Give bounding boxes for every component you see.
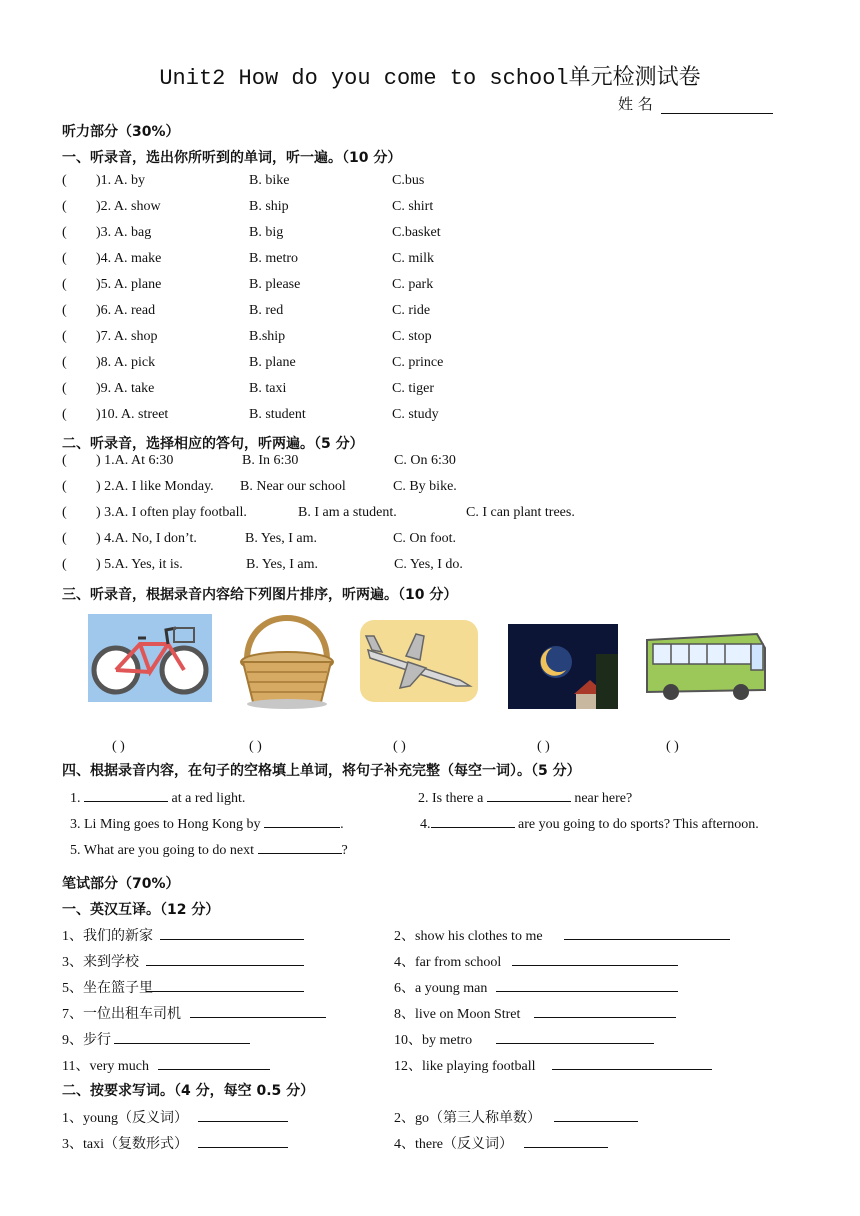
option-a: ) 4.A. No, I don’t. <box>96 531 197 546</box>
option-a: )10. A. street <box>96 407 169 422</box>
fill-sentence-4: 4. are you going to do sports? This afternoon. <box>420 817 759 832</box>
answer-blank[interactable] <box>524 1135 608 1148</box>
translate-item: 5、坐在篮子里 <box>62 981 153 996</box>
written-part1-heading: 一、英汉互译。（12 分） <box>62 902 220 918</box>
fill-blank[interactable] <box>431 815 515 828</box>
answer-paren[interactable]: ( <box>62 557 67 572</box>
option-c: C. milk <box>392 251 435 266</box>
answer-blank[interactable] <box>114 1031 250 1044</box>
translate-item: 11、very much <box>62 1059 149 1074</box>
answer-paren[interactable]: ( <box>62 251 67 266</box>
option-c: C.bus <box>392 173 425 188</box>
option-c: C. shirt <box>392 199 434 214</box>
fill-blank[interactable] <box>258 841 342 854</box>
option-b: B. metro <box>249 251 298 266</box>
option-c: C. park <box>392 277 434 292</box>
answer-paren-5[interactable]: ( ) <box>666 739 679 754</box>
basket-picture <box>237 612 337 710</box>
answer-paren[interactable]: ( <box>62 453 67 468</box>
option-a: )2. A. show <box>96 199 161 214</box>
translate-item: 7、一位出租车司机 <box>62 1007 181 1022</box>
answer-paren-1[interactable]: ( ) <box>112 739 125 754</box>
fill-blank[interactable] <box>84 789 168 802</box>
option-b: B. In 6:30 <box>242 453 299 468</box>
option-b: B. big <box>249 225 284 240</box>
part3-heading: 三、听录音，根据录音内容给下列图片排序，听两遍。（10 分） <box>62 587 458 603</box>
fill-blank[interactable] <box>264 815 340 828</box>
option-b: B. student <box>249 407 306 422</box>
night-picture <box>508 624 618 709</box>
fill-sentence-5: 5. What are you going to do next ? <box>70 843 348 858</box>
option-a: )4. A. make <box>96 251 162 266</box>
option-c: C. prince <box>392 355 444 370</box>
option-a: ) 1.A. At 6:30 <box>96 453 174 468</box>
translate-item: 8、live on Moon Stret <box>394 1007 521 1022</box>
written-heading: 笔试部分（70%） <box>62 876 180 892</box>
answer-blank[interactable] <box>146 979 304 992</box>
answer-blank[interactable] <box>146 953 304 966</box>
translate-item: 10、by metro <box>394 1033 473 1048</box>
listening-heading: 听力部分（30%） <box>62 124 180 140</box>
option-b: B. plane <box>249 355 296 370</box>
answer-blank[interactable] <box>552 1057 712 1070</box>
word-item: 4、there（反义词） <box>394 1137 513 1152</box>
answer-blank[interactable] <box>496 1031 654 1044</box>
option-b: B. Near our school <box>240 479 346 494</box>
answer-paren[interactable]: ( <box>62 407 67 422</box>
answer-blank[interactable] <box>190 1005 326 1018</box>
option-b: B. Yes, I am. <box>245 531 317 546</box>
answer-paren-2[interactable]: ( ) <box>249 739 262 754</box>
bus-picture <box>641 630 769 702</box>
answer-blank[interactable] <box>564 927 730 940</box>
answer-blank[interactable] <box>158 1057 270 1070</box>
option-a: )7. A. shop <box>96 329 158 344</box>
answer-blank[interactable] <box>554 1109 638 1122</box>
word-item: 1、young（反义词） <box>62 1111 188 1126</box>
option-c: C. study <box>392 407 439 422</box>
option-b: B. please <box>249 277 301 292</box>
answer-paren-3[interactable]: ( ) <box>393 739 406 754</box>
option-c: C. tiger <box>392 381 434 396</box>
fill-sentence-1: 1. at a red light. <box>70 791 246 806</box>
answer-paren[interactable]: ( <box>62 225 67 240</box>
option-c: C. stop <box>392 329 432 344</box>
option-c: C. On foot. <box>393 531 456 546</box>
bike-picture <box>88 614 212 702</box>
answer-paren[interactable]: ( <box>62 303 67 318</box>
plane-picture <box>360 620 478 702</box>
option-a: ) 5.A. Yes, it is. <box>96 557 183 572</box>
translate-item: 1、我们的新家 <box>62 929 153 944</box>
answer-blank[interactable] <box>198 1109 288 1122</box>
option-c: C. On 6:30 <box>394 453 456 468</box>
translate-item: 6、a young man <box>394 981 488 996</box>
answer-blank[interactable] <box>496 979 678 992</box>
part1-heading: 一、听录音，选出你所听到的单词，听一遍。（10 分） <box>62 150 402 166</box>
option-c: C. Yes, I do. <box>394 557 463 572</box>
answer-paren[interactable]: ( <box>62 505 67 520</box>
answer-paren[interactable]: ( <box>62 329 67 344</box>
option-a: )3. A. bag <box>96 225 152 240</box>
answer-paren[interactable]: ( <box>62 173 67 188</box>
option-b: B. Yes, I am. <box>246 557 318 572</box>
translate-item: 9、步行 <box>62 1033 111 1048</box>
option-a: )8. A. pick <box>96 355 156 370</box>
name-field[interactable]: 姓 名 <box>618 93 773 114</box>
name-blank[interactable] <box>661 99 773 114</box>
written-part2-heading: 二、按要求写词。（4 分，每空 0.5 分） <box>62 1083 315 1099</box>
answer-blank[interactable] <box>534 1005 676 1018</box>
answer-paren[interactable]: ( <box>62 355 67 370</box>
page-title: Unit2 How do you come to school单元检测试卷 <box>159 65 701 91</box>
option-c: C. I can plant trees. <box>466 505 575 520</box>
option-b: B. bike <box>249 173 290 188</box>
answer-paren-4[interactable]: ( ) <box>537 739 550 754</box>
word-item: 2、go（第三人称单数） <box>394 1111 541 1126</box>
option-b: B.ship <box>249 329 286 344</box>
fill-blank[interactable] <box>487 789 571 802</box>
option-c: C.basket <box>392 225 441 240</box>
translate-item: 4、far from school <box>394 955 502 970</box>
answer-blank[interactable] <box>198 1135 288 1148</box>
option-b: B. ship <box>249 199 289 214</box>
option-a: )1. A. by <box>96 173 145 188</box>
option-c: C. ride <box>392 303 431 318</box>
answer-paren[interactable]: ( <box>62 479 67 494</box>
answer-paren[interactable]: ( <box>62 531 67 546</box>
option-a: )6. A. read <box>96 303 156 318</box>
fill-sentence-2: 2. Is there a near here? <box>418 791 633 806</box>
option-a: )9. A. take <box>96 381 155 396</box>
answer-paren[interactable]: ( <box>62 199 67 214</box>
part4-heading: 四、根据录音内容，在句子的空格填上单词，将句子补充完整（每空一词）。（5 分） <box>62 763 581 779</box>
translate-item: 3、来到学校 <box>62 955 139 970</box>
translate-item: 2、show his clothes to me <box>394 929 543 944</box>
translate-item: 12、like playing football <box>394 1059 536 1074</box>
option-a: ) 3.A. I often play football. <box>96 505 247 520</box>
option-a: )5. A. plane <box>96 277 162 292</box>
option-c: C. By bike. <box>393 479 457 494</box>
part2-heading: 二、听录音，选择相应的答句，听两遍。（5 分） <box>62 436 364 452</box>
answer-blank[interactable] <box>160 927 304 940</box>
answer-blank[interactable] <box>512 953 678 966</box>
option-b: B. red <box>249 303 284 318</box>
answer-paren[interactable]: ( <box>62 381 67 396</box>
option-b: B. I am a student. <box>298 505 397 520</box>
option-a: ) 2.A. I like Monday. <box>96 479 214 494</box>
answer-paren[interactable]: ( <box>62 277 67 292</box>
option-b: B. taxi <box>249 381 287 396</box>
word-item: 3、taxi（复数形式） <box>62 1137 188 1152</box>
fill-sentence-3: 3. Li Ming goes to Hong Kong by . <box>70 817 344 832</box>
